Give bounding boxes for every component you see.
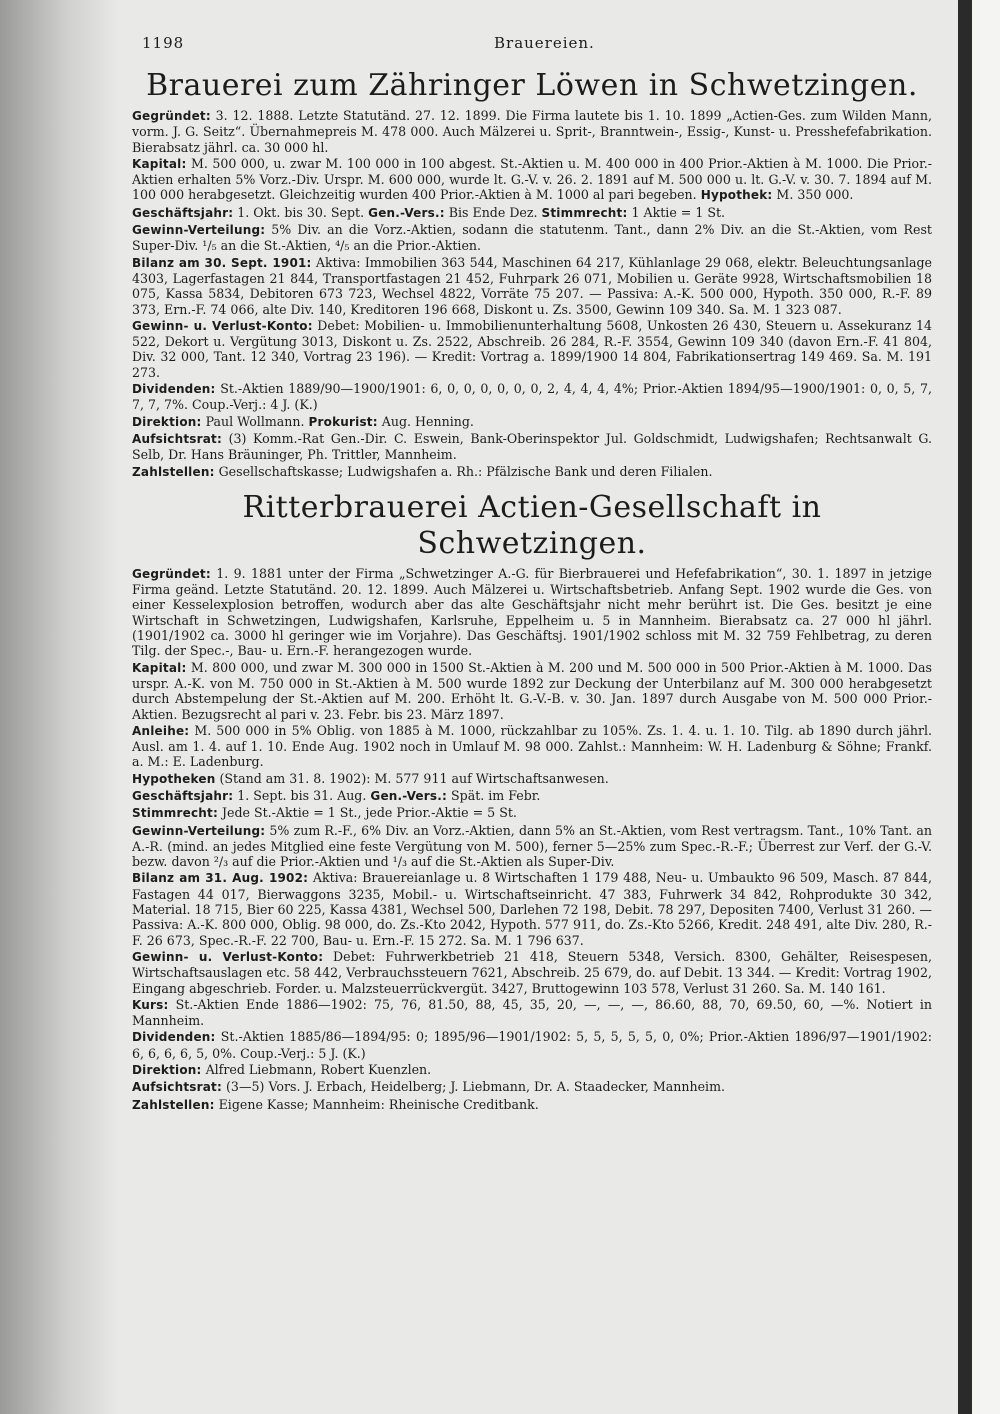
entry-text: Aug. Henning. [381, 413, 474, 429]
entry-gewinn-verteilung [132, 222, 932, 254]
next-page-strip [972, 0, 1000, 1414]
entry-text: St.-Aktien 1885/86—1894/95: 0; 1895/96—1901/1902: 5, 5, 5, 5, 5, 0, 0%; Prior.-Aktien 1896/97—1901/1902: 6, 6, 6, 6, 5, 0%. Coup.-Verj.: 5 J. (K.) [132, 1029, 932, 1061]
entry-label: Dividenden: [132, 1030, 216, 1045]
entry-text: 1. Okt. bis 30. Sept. [237, 204, 365, 220]
entry-label: Gewinn- u. Verlust-Konto: [132, 318, 313, 333]
page-number: 1198 [142, 34, 185, 52]
entry-geschaeftsjahr [132, 788, 932, 804]
entry-label: Kurs: [132, 997, 169, 1012]
entry-label: Gegründet: [132, 566, 211, 581]
entry-label: Gen.-Vers.: [368, 205, 445, 220]
entry-label: Bilanz am 31. Aug. 1902: [132, 871, 309, 886]
company-title-ritterbrauerei: Ritterbrauerei Actien-Gesellschaft in Schwetzingen. [242, 489, 822, 561]
entry-label: Aufsichtsrat: [132, 431, 222, 446]
entry-label: Hypothek: [700, 188, 773, 203]
entry-text: Debet: Mobilien- u. Immobilienunterhaltung 5608, Unkosten 26 430, Steuern u. Assekuranz 14 522, Dekort u. Vergütung 3013, Diskont u. Zs. 2522, Abschreib. 26 284, R.-F. 3554, Gewinn 109 340 (davon Ern.-F. 41 804, Div. 32 000, Tant. 12 340, Vortrag 23 196). — Kredit: Vortrag a. 1899/1900 14 804, Fabrikationsertrag 149 469. Sa. M. 191 273. [132, 317, 932, 380]
entry-text: Aktiva: Immobilien 363 544, Maschinen 64 217, Kühlanlage 29 068, elektr. Beleuchtungsanlage 4303, Lagerfastagen 21 844, Transportfastagen 21 452, Fuhrpark 26 071, Mobilien u. Geräte 9928, Wirtschaftsmobilien 18 075, Kassa 5834, Debitoren 673 723, Wechsel 4822, Vorräte 75 207. — Passiva: A.-K. 500 000, Hypoth. 350 000, R.-F. 89 373, Ern.-F. 74 066, alte Div. 140, Kreditoren 196 668, Diskont u. Zs. 3500, Gewinn 109 340. Sa. M. 1 323 087. [132, 254, 932, 317]
entry-text: 5% zum R.-F., 6% Div. an Vorz.-Aktien, dann 5% an St.-Aktien, vom Rest vertragsm. Tant., 10% Tant. an A.-R. (mind. an jedes Mitglied eine feste Vergütung von M. 500), ferner 5—25% zum Spec.-R.-F.; Überrest zur Verf. der G.-V. bezw. davon ²/₃ auf die Prior.-Aktien und ¹/₃ auf die St.-Aktien als Super-Div. [132, 822, 932, 870]
entry-label: Geschäftsjahr: [132, 205, 234, 220]
entry-text: M. 500 000 in 5% Oblig. von 1885 à M. 1000, rückzahlbar zu 105%. Zs. 1. 4. u. 1. 10. Tilg. ab 1890 durch jährl. Ausl. am 1. 4. auf 1. 10. Ende Aug. 1902 noch in Umlauf M. 98 000. Zahlst.: Mannheim: W. H. Ladenburg & Söhne; Frankf. a. M.: E. Ladenburg. [132, 722, 932, 770]
entry-label: Kapital: [132, 660, 187, 675]
entry-bilanz [132, 255, 932, 317]
entry-gewinn-verlust [132, 318, 932, 380]
entry-label: Gewinn-Verteilung: [132, 823, 266, 838]
entry-label: Gewinn- u. Verlust-Konto: [132, 949, 324, 964]
entry-text: Bis Ende Dez. [448, 204, 538, 220]
entry-label: Gewinn-Verteilung: [132, 223, 266, 238]
running-title: Brauereien. [494, 34, 595, 52]
entry-stimmrecht [132, 805, 932, 821]
page-edge-right [958, 0, 972, 1414]
entry-zahlstellen [132, 464, 932, 480]
entry-aufsichtsrat [132, 431, 932, 463]
entry-text: Gesellschaftskasse; Ludwigshafen a. Rh.: Pfälzische Bank und deren Filialen. [218, 463, 713, 479]
page-body [132, 68, 932, 1114]
entry-text: Spät. im Febr. [451, 787, 541, 803]
entry-kapital [132, 156, 932, 204]
entry-geschaeftsjahr [132, 205, 932, 221]
page-shadow-left [0, 0, 120, 1414]
entry-anleihe [132, 723, 932, 770]
entry-label: Stimmrecht: [132, 806, 218, 821]
entry-text: M. 500 000, u. zwar M. 100 000 in 100 abgest. St.-Aktien u. M. 400 000 in 400 Prior.-Aktien à M. 1000. Die Prior.-Aktien erhalten 5% Vorz.-Div. Urspr. M. 600 000, wurde lt. G.-V. v. 26. 2. 1891 auf M. 500 000 u. lt. G.-V. v. 30. 7. 1894 auf M. 100 000 herabgesetzt. Gleichzeitig wurden 400 Prior.-Aktien à M. 1000 al pari begeben. [132, 155, 932, 203]
entry-gewinn-verlust [132, 949, 932, 996]
entry-label: Geschäftsjahr: [132, 788, 234, 803]
entry-text: St.-Aktien 1889/90—1900/1901: 6, 0, 0, 0, 0, 0, 0, 2, 4, 4, 4, 4%; Prior.-Aktien 1894/95—1900/1901: 0, 0, 5, 7, 7, 7, 7%. Coup.-Verj.: 4 J. (K.) [132, 381, 932, 413]
entry-text: Jede St.-Aktie = 1 St., jede Prior.-Aktie = 5 St. [221, 805, 517, 821]
entry-text: 3. 12. 1888. Letzte Statutänd. 27. 12. 1899. Die Firma lautete bis 1. 10. 1899 „Actien-Ges. zum Wilden Mann, vorm. J. G. Seitz“. Übernahmepreis M. 478 000. Auch Mälzerei u. Sprit-, Branntwein-, Essig-, Kunst- u. Presshefefabrikation. Bierabsatz jährl. ca. 30 000 hl. [132, 108, 932, 155]
entry-text: (3) Komm.-Rat Gen.-Dir. C. Eswein, Bank-Oberinspektor Jul. Goldschmidt, Ludwigshafen; Rechtsanwalt G. Selb, Dr. Hans Bräuninger, Ph. Trittler, Mannheim. [132, 430, 932, 463]
entry-direktion [132, 1062, 932, 1078]
entry-hypotheken [132, 771, 932, 787]
entry-label: Gegründet: [132, 109, 211, 123]
entry-label: Direktion: [132, 1063, 202, 1078]
entry-text: Paul Wollmann. [205, 413, 305, 429]
entry-zahlstellen [132, 1097, 932, 1113]
entry-label: Zahlstellen: [132, 1097, 215, 1112]
entry-gegruendet [132, 108, 932, 155]
entry-text: 5% Div. an die Vorz.-Aktien, sodann die statutenm. Tant., dann 2% Div. an die St.-Aktien, vom Rest Super-Div. ¹/₅ an die St.-Aktien, ⁴/₅ an die Prior.-Aktien. [132, 222, 932, 254]
entry-label: Aufsichtsrat: [132, 1080, 222, 1095]
entry-label: Anleihe: [132, 723, 190, 738]
entry-dividenden [132, 1029, 932, 1061]
entry-bilanz [132, 870, 932, 947]
entry-kurs [132, 997, 932, 1029]
entry-text: 1 Aktie = 1 St. [631, 204, 726, 220]
entry-text: (Stand am 31. 8. 1902): M. 577 911 auf Wirtschaftsanwesen. [219, 770, 609, 786]
entry-text: M. 350 000. [776, 187, 854, 203]
entry-label: Zahlstellen: [132, 464, 215, 479]
running-header [142, 34, 942, 54]
entry-label: Kapital: [132, 156, 187, 171]
entry-gewinn-verteilung [132, 823, 932, 870]
entry-aufsichtsrat [132, 1079, 932, 1095]
entry-label: Bilanz am 30. Sept. 1901: [132, 255, 312, 270]
entry-label: Prokurist: [308, 414, 378, 429]
entry-label: Hypotheken [132, 771, 216, 786]
entry-label: Dividenden: [132, 382, 216, 397]
entry-dividenden [132, 381, 932, 413]
entry-text: Aktiva: Brauereianlage u. 8 Wirtschaften 1 179 488, Neu- u. Umbaukto 96 509, Masch. 87 844, Fastagen 44 017, Bierwaggons 3235, Mobil.- u. Wirtschaftseinricht. 47 383, Fuhrwerk 34 842, Rohprodukte 30 342, Material. 18 715, Bier 60 225, Kassa 4381, Wechsel 500, Darlehen 72 198, Debit. 78 297, Depositen 7400, Verlust 31 260. — Passiva: A.-K. 800 000, Oblig. 98 000, do. Zs.-Kto 2042, Hypoth. 577 911, do. Zs.-Kto 5266, Kredit. 248 491, alte Div. 280, R.-F. 26 673, Spec.-R.-F. 22 700, Bau- u. Ern.-F. 15 272. Sa. M. 1 796 637. [132, 870, 932, 948]
company-title-zaehringer: Brauerei zum Zähringer Löwen in Schwetzingen. [146, 68, 918, 103]
entry-text: M. 800 000, und zwar M. 300 000 in 1500 St.-Aktien à M. 200 und M. 500 000 in 500 Prior.-Aktien à M. 1000. Das urspr. A.-K. von M. 750 000 in St.-Aktien à M. 500 wurde 1892 zur Deckung der Unterbilanz auf M. 300 000 herabgesetzt durch Abstempelung der St.-Aktien auf M. 200. Erhöht lt. G.-V.-B. v. 30. Jan. 1897 durch Ausgabe von M. 500 000 Prior.-Aktien. Bezugsrecht al pari v. 23. Febr. bis 23. März 1897. [132, 659, 932, 722]
entry-gegruendet [132, 566, 932, 659]
entry-text: 1. Sept. bis 31. Aug. [237, 787, 367, 803]
entry-text: 1. 9. 1881 unter der Firma „Schwetzinger A.-G. für Bierbrauerei und Hefefabrikation“, 30. 1. 1897 in jetzige Firma geänd. Letzte Statutänd. 20. 12. 1899. Auch Mälzerei u. Wirtschaftsbetrieb. Anfang Sept. 1902 wurde die Ges. von einer Kesselexplosion betroffen, wodurch aber das alte Geschäftsjahr nicht mehr berührt ist. Die Ges. besitzt je eine Wirtschaft in Schwetzingen, Ludwigshafen, Karlsruhe, Eppelheim u. 5 in Mannheim. Bierabsatz ca. 27 000 hl jährl. (1901/1902 ca. 3000 hl geringer wie im Vorjahre). Das Geschäftsj. 1901/1902 schloss mit M. 32 759 Fehlbetrag, zu deren Tilg. der Spec.-, Bau- u. Ern.-F. herangezogen wurde. [132, 565, 932, 659]
entry-kapital [132, 660, 932, 722]
entry-text: St.-Aktien Ende 1886—1902: 75, 76, 81.50, 88, 45, 35, 20, —, —, —, 86.60, 88, 70, 69.50, 60, —%. Notiert in Mannheim. [132, 996, 932, 1029]
entry-direktion [132, 414, 932, 430]
entry-text: (3—5) Vors. J. Erbach, Heidelberg; J. Liebmann, Dr. A. Staadecker, Mannheim. [226, 1079, 726, 1095]
entry-label: Direktion: [132, 414, 202, 429]
entry-text: Debet: Fuhrwerkbetrieb 21 418, Steuern 5348, Versich. 8300, Gehälter, Reisespesen, Wirtschaftsauslagen etc. 58 442, Verbrauchssteuern 7621, Abschreib. 25 679, do. auf Debit. 13 344. — Kredit: Vortrag 1902, Eingang abgeschrieb. Forder. u. Malzsteuerrückvergüt. 3427, Bruttogewinn 103 578, Verlust 31 260. Sa. M. 140 161. [132, 948, 932, 996]
entry-label: Gen.-Vers.: [370, 788, 447, 803]
entry-text: Eigene Kasse; Mannheim: Rheinische Creditbank. [218, 1096, 539, 1112]
entry-text: Alfred Liebmann, Robert Kuenzlen. [205, 1062, 432, 1078]
entry-label: Stimmrecht: [541, 205, 628, 220]
